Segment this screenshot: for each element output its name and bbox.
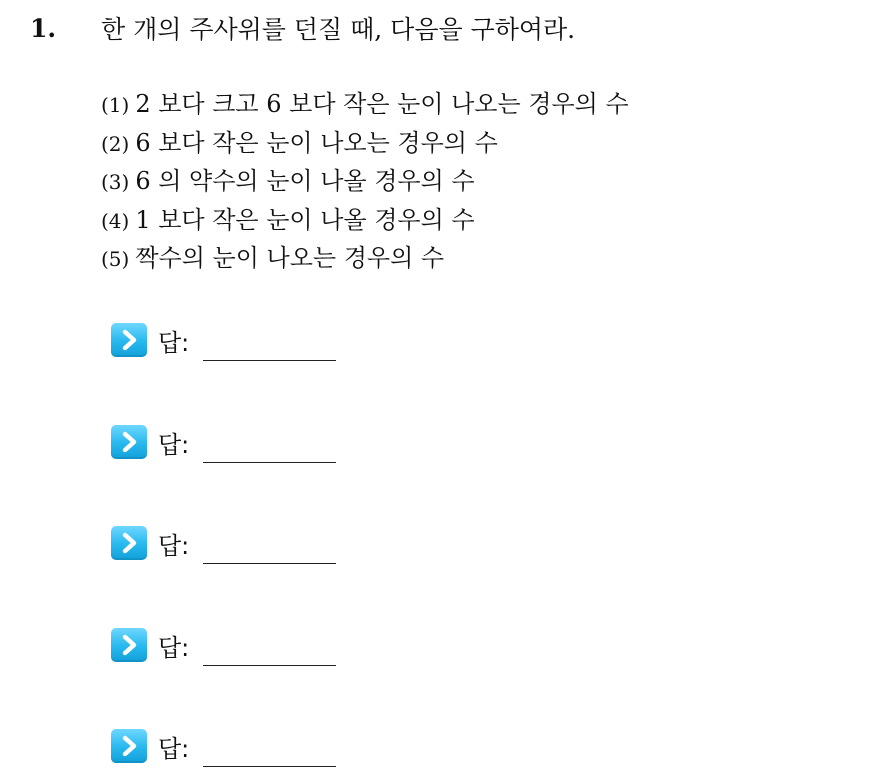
- answer-row-3: [111, 523, 336, 563]
- sub-question-text: 2 보다 크고 6 보다 작은 눈이 나오는 경우의 수: [135, 90, 629, 118]
- answer-label: 답:: [158, 430, 190, 459]
- answer-blank[interactable]: [203, 462, 336, 463]
- sub-question-list: [101, 86, 629, 279]
- sub-question: [101, 86, 629, 125]
- sub-question: [101, 125, 629, 164]
- answer-row-2: [111, 422, 336, 462]
- answer-row-5: [111, 726, 336, 766]
- sub-question: [101, 202, 629, 241]
- chevron-right-icon: [111, 425, 147, 459]
- sub-question: [101, 163, 629, 202]
- chevron-right-icon: [111, 729, 147, 763]
- answer-row-1: [111, 320, 336, 360]
- question-text: 한 개의 주사위를 던질 때, 다음을 구하여라.: [101, 15, 576, 44]
- sub-question-marker: (3): [101, 170, 130, 194]
- sub-question-text: 6 의 약수의 눈이 나올 경우의 수: [135, 167, 475, 195]
- sub-question-text: 1 보다 작은 눈이 나올 경우의 수: [135, 205, 475, 234]
- answer-label: 답:: [158, 328, 190, 357]
- question-number: 1.: [30, 14, 57, 43]
- sub-question-text: 짝수의 눈이 나오는 경우의 수: [135, 244, 445, 272]
- answer-blank[interactable]: [203, 360, 336, 361]
- sub-question-text: 6 보다 작은 눈이 나오는 경우의 수: [135, 128, 498, 157]
- chevron-right-icon: [111, 323, 147, 357]
- answer-blank[interactable]: [203, 766, 336, 767]
- chevron-right-icon: [111, 526, 147, 560]
- answer-row-4: [111, 625, 336, 665]
- chevron-right-icon: [111, 628, 147, 662]
- answer-blank[interactable]: [203, 665, 336, 666]
- answer-label: 답:: [158, 531, 190, 560]
- sub-question: [101, 240, 629, 279]
- answer-label: 답:: [158, 734, 190, 763]
- sub-question-marker: (4): [101, 208, 130, 233]
- sub-question-marker: (1): [101, 93, 130, 117]
- answer-blank[interactable]: [203, 563, 336, 564]
- answer-label: 답:: [158, 633, 190, 662]
- sub-question-marker: (5): [101, 247, 130, 271]
- sub-question-marker: (2): [101, 131, 130, 156]
